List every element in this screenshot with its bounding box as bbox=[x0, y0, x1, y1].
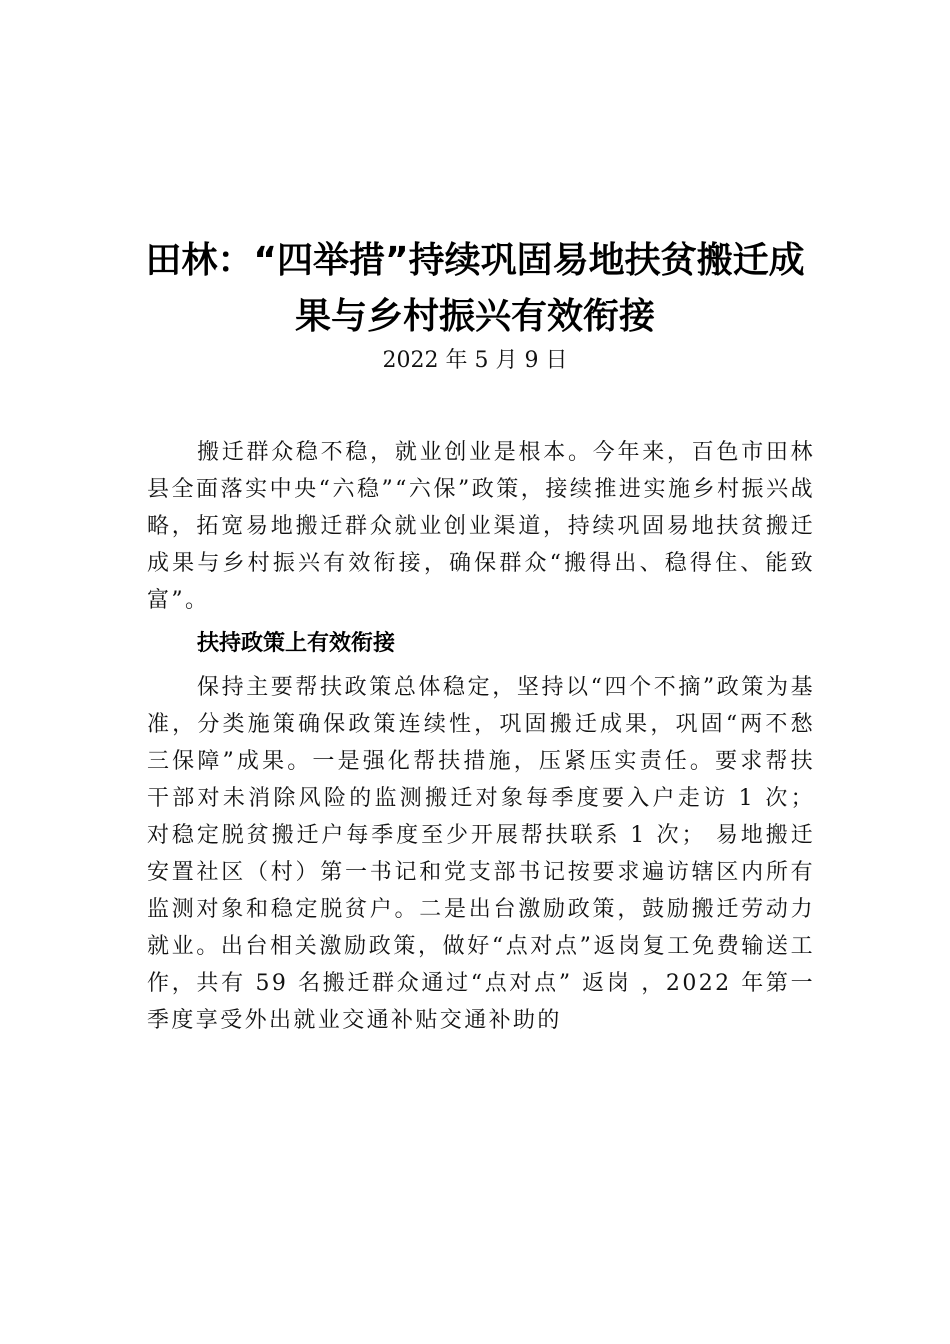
document-title bbox=[120, 233, 830, 345]
section-heading: 扶持政策上有效衔接 bbox=[197, 631, 396, 656]
article-body bbox=[147, 434, 815, 1039]
section-paragraph: 保持主要帮扶政策总体稳定，坚持以“四个不摘”政策为基准，分类施策确保政策连续性，巩固搬迁成果，巩固“两不愁三保障”成果。一是强化帮扶措施，压紧压实责任。要求帮扶干部对未消除风险的监测搬迁对象每季度要入户走访 1 次；对稳定脱贫搬迁户每季度至少开展帮扶联系 1 次； 易地搬迁安置社区（村）第一书记和党支部书记按要求遍访辖区内所有监测对象和稳定脱贫户。二是出台激励政策，鼓励搬迁劳动力就业。出台相关激励政策，做好“点对点”返岗复工免费输送工作，共有 59 名搬迁群众通过“点对点” 返岗 ，2022 年第一季度享受外出就业交通补贴交通补助的 bbox=[147, 675, 815, 1033]
publish-date: 2022 年 5 月 9 日 bbox=[382, 348, 568, 373]
intro-paragraph: 搬迁群众稳不稳，就业创业是根本。今年来，百色市田林县全面落实中央“六稳”“六保”政策，接续推进实施乡村振兴战略，拓宽易地搬迁群众就业创业渠道，持续巩固易地扶贫搬迁成果与乡村振兴有效衔接，确保群众“搬得出、稳得住、能致富”。 bbox=[147, 440, 815, 613]
title-line-1: 田林：“四举措”持续巩固易地扶贫搬迁成 bbox=[145, 240, 805, 281]
title-line-2: 果与乡村振兴有效衔接 bbox=[294, 296, 655, 337]
